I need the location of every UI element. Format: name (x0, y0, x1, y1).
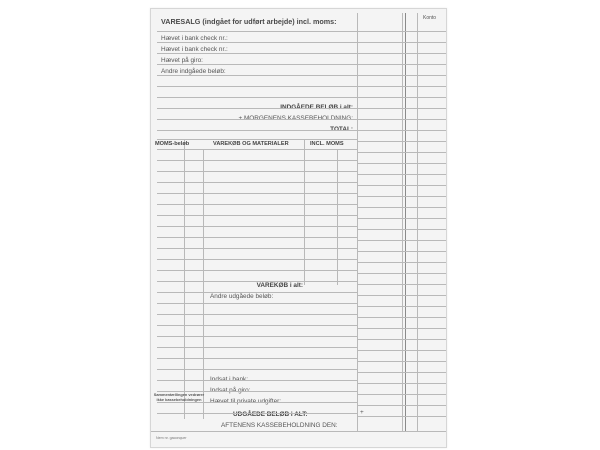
rule-income-row (157, 31, 358, 32)
rule-expense-row (157, 215, 358, 216)
rule-right-row (358, 207, 446, 208)
rule-right-row (358, 152, 446, 153)
rule-right-row (358, 75, 446, 76)
rule-right-row (358, 185, 446, 186)
rule-right-row (358, 42, 446, 43)
col-header-moms: MOMS-beløb (155, 141, 190, 147)
rule-right-row (358, 251, 446, 252)
rule-right-row (358, 196, 446, 197)
rule-expense-row (157, 160, 358, 161)
rule-right-row (358, 130, 446, 131)
rule-right-row (358, 108, 446, 109)
rule-right-row (358, 119, 446, 120)
rule-right-row (358, 262, 446, 263)
rule-right-row (358, 416, 446, 417)
rule-expense-row (157, 391, 358, 392)
rule-right-row (358, 53, 446, 54)
rule-expense-row (157, 248, 358, 249)
label-giro-deposit: Indsat på giro: (210, 387, 251, 394)
footer-code: Nem nr. gaconquer (156, 436, 187, 440)
rule-right-row (358, 317, 446, 318)
rule-income-row (157, 86, 358, 87)
label-total: TOTAL: (330, 126, 353, 133)
rule-footer (151, 431, 446, 432)
rule-right-row (358, 141, 446, 142)
rule-expense-row (157, 303, 358, 304)
rule-expense-row (157, 325, 358, 326)
rule-right-row (358, 284, 446, 285)
divider-moms-sub (203, 149, 204, 385)
rule-expense-row (157, 369, 358, 370)
rule-income-row (157, 53, 358, 54)
rule-right-row (358, 64, 446, 65)
label-varekob-total: VAREKØB i alt: (256, 282, 303, 289)
rule-income-row (157, 42, 358, 43)
rule-expense-row (157, 270, 358, 271)
rule-right-row (358, 174, 446, 175)
rule-income-row (157, 130, 358, 131)
label-check-nr: Hævet i bank check nr.: (161, 35, 228, 42)
label-check-nr-2: Hævet i bank check nr.: (161, 46, 228, 53)
rule-right-row (358, 229, 446, 230)
rule-right-row (358, 218, 446, 219)
rule-right-row (358, 163, 446, 164)
rule-right-row (358, 405, 446, 406)
label-morning-balance: + MORGENENS KASSEBEHOLDNING: (238, 115, 353, 122)
rule-right-row (358, 273, 446, 274)
rule-right-row (358, 306, 446, 307)
form-title: VARESALG (indgået for udført arbejde) incl. moms: (161, 17, 337, 26)
rule-expense-row (157, 193, 358, 194)
rule-column-header-bottom (157, 149, 358, 150)
rule-expense-row (157, 281, 358, 282)
rule-expense-row (157, 358, 358, 359)
rule-right-row (358, 383, 446, 384)
rule-right-row (358, 86, 446, 87)
rule-expense-row (157, 336, 358, 337)
cash-book-form (150, 8, 447, 448)
label-total-in: INDGÅEDE BELØB i alt: (280, 104, 353, 111)
rule-income-row (157, 108, 358, 109)
divider-incl-col (337, 149, 338, 285)
rule-right-row (358, 97, 446, 98)
konto-label: Konto (423, 15, 437, 21)
rule-expense-row (157, 380, 358, 381)
label-giro-in: Hævet på giro: (161, 57, 203, 64)
rule-expense-row (157, 292, 358, 293)
rule-expense-row (157, 237, 358, 238)
label-evening-balance: AFTENENS KASSEBEHOLDNING DEN: (221, 422, 338, 429)
col-header-varekob: VAREKØB OG MATERIALER (213, 141, 289, 147)
side-note: Sammentællingen vedrører ikke kassebeholdningen (153, 392, 205, 402)
rule-right-row (358, 240, 446, 241)
rule-expense-row (157, 204, 358, 205)
label-total-out: UDGÅEDE BELØB i ALT: (233, 411, 308, 418)
label-other-in: Andre indgåede beløb: (161, 68, 226, 75)
rule-expense-row (157, 182, 358, 183)
rule-expense-row (157, 171, 358, 172)
rule-right-row (358, 328, 446, 329)
rule-expense-row (157, 314, 358, 315)
rule-expense-row (157, 259, 358, 260)
rule-income-row (157, 97, 358, 98)
label-private: Hævet til private udgifter: (210, 398, 282, 405)
rule-right-row (358, 295, 446, 296)
rule-income-row (157, 64, 358, 65)
rule-right-row (358, 361, 446, 362)
label-other-out: Andre udgåede beløb: (210, 293, 274, 300)
rule-right-row (358, 394, 446, 395)
rule-right-row (358, 350, 446, 351)
rule-expense-row (157, 226, 358, 227)
label-bank-deposit: Indsat i bank: (210, 376, 249, 383)
rule-right-row (358, 31, 446, 32)
col-header-incl: INCL. MOMS (310, 141, 344, 147)
rule-right-row (358, 372, 446, 373)
rule-income-row (157, 119, 358, 120)
rule-expense-row (157, 347, 358, 348)
rule-income-row (157, 75, 358, 76)
rule-column-header-top (157, 139, 358, 140)
rule-expense-row (157, 402, 358, 403)
rule-expense-row (157, 413, 358, 414)
label-plus: + (360, 409, 364, 416)
rule-right-row (358, 339, 446, 340)
